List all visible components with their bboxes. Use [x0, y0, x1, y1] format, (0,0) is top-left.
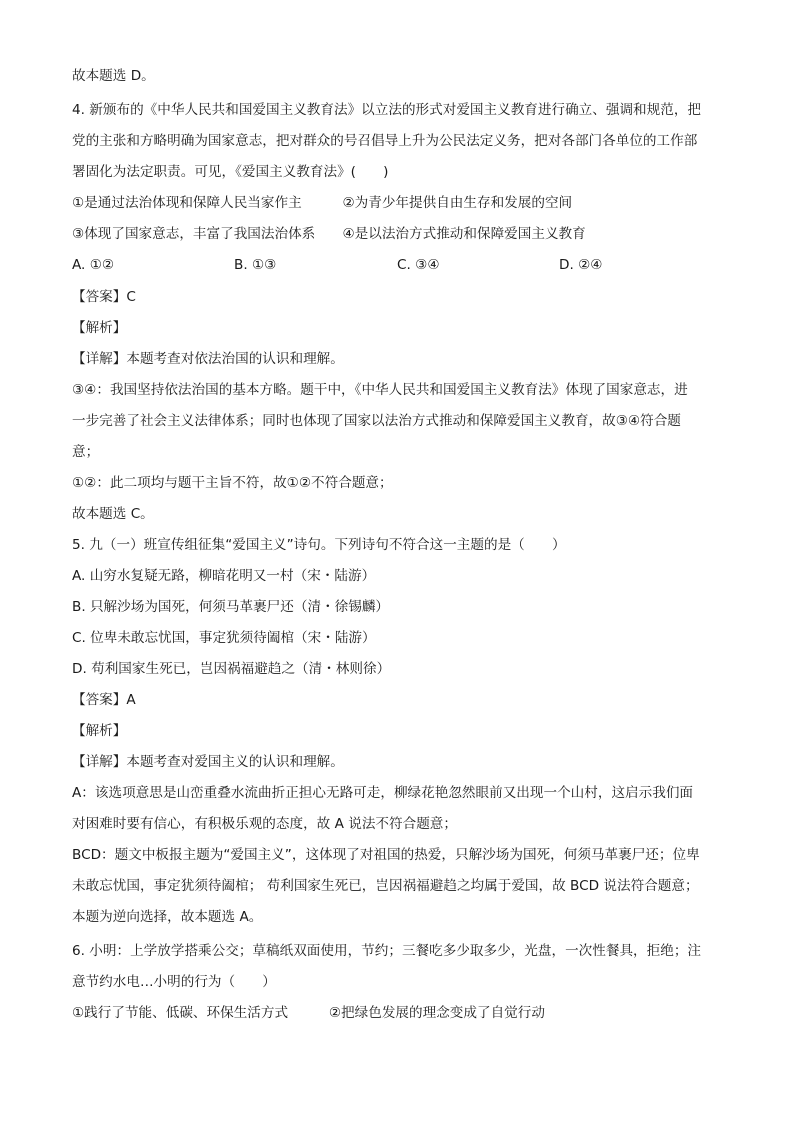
q6-stem-line-1: 6. 小明：上学放学搭乘公交；草稿纸双面使用，节约；三餐吃多少取多少，光盘，一次性餐具，拒绝；注: [72, 943, 702, 959]
q5-answer: 【答案】A: [72, 692, 136, 708]
q4-statements-1-2: ①是通过法治体现和保障人民当家作主 ②为青少年提供自由生存和发展的空间: [72, 195, 573, 211]
q6-stem-line-2: 意节约水电…小明的行为（ ）: [72, 974, 276, 990]
q4-stem-line-2: 党的主张和方略明确为国家意志，把对群众的号召倡导上升为公民法定义务，把对各部门各单位的工作部: [72, 133, 698, 149]
q4-analysis-heading: 【解析】: [72, 320, 127, 336]
q4-explanation-line-1: ③④：我国坚持依法治国的基本方略。题干中，《中华人民共和国爱国主义教育法》体现了国家意志，进: [72, 382, 688, 398]
q5-detail: 【详解】本题考查对爱国主义的认识和理解。: [72, 754, 344, 770]
q4-detail: 【详解】本题考查对依法治国的认识和理解。: [72, 351, 344, 367]
q4-stem-line-1: 4. 新颁布的《中华人民共和国爱国主义教育法》以立法的形式对爱国主义教育进行确立、强调和规范，把: [72, 102, 702, 118]
conclusion-q3: 故本题选 D。: [72, 68, 155, 84]
q5-explanation-line-3: BCD：题文中板报主题为“爱国主义”，这体现了对祖国的热爱，只解沙场为国死，何须马革裹尸还；位卑: [72, 847, 700, 863]
q5-option-d: D. 苟利国家生死已，岂因祸福避趋之（清・林则徐）: [72, 661, 391, 677]
q4-option-d: D. ②④: [559, 257, 603, 273]
q5-stem: 5. 九（一）班宣传组征集“爱国主义”诗句。下列诗句不符合这一主题的是（ ）: [72, 537, 566, 553]
q5-explanation-line-2: 对困难时要有信心，有积极乐观的态度，故 A 说法不符合题意；: [72, 816, 457, 832]
q4-conclusion: 故本题选 C。: [72, 506, 154, 522]
q6-statements-1-2: ①践行了节能、低碳、环保生活方式 ②把绿色发展的理念变成了自觉行动: [72, 1005, 545, 1021]
q4-explanation-line-4: ①②：此二项均与题干主旨不符，故①②不符合题意；: [72, 475, 393, 491]
q4-explanation-line-3: 意；: [72, 444, 100, 460]
q5-option-c: C. 位卑未敢忘忧国，事定犹须待阖棺（宋・陆游）: [72, 630, 376, 646]
q5-option-b: B. 只解沙场为国死，何须马革裹尸还（清・徐锡麟）: [72, 599, 390, 615]
q4-explanation-line-2: 一步完善了社会主义法律体系；同时也体现了国家以法治方式推动和保障爱国主义教育，故③④符合题: [72, 413, 681, 429]
q5-explanation-line-1: A：该选项意思是山峦重叠水流曲折正担心无路可走，柳绿花艳忽然眼前又出现一个山村，这启示我们面: [72, 785, 694, 801]
q4-answer: 【答案】C: [72, 289, 136, 305]
q4-option-a: A. ①②: [72, 257, 115, 273]
q5-conclusion: 本题为逆向选择，故本题选 A。: [72, 909, 263, 925]
q4-statements-3-4: ③体现了国家意志，丰富了我国法治体系 ④是以法治方式推动和保障爱国主义教育: [72, 226, 586, 242]
q5-option-a: A. 山穷水复疑无路，柳暗花明又一村（宋・陆游）: [72, 568, 376, 584]
q5-explanation-line-4: 未敢忘忧国，事定犹须待阖棺； 苟利国家生死已，岂因祸福避趋之均属于爱国，故 BCD 说法符合题意；: [72, 878, 699, 894]
q4-option-b: B. ①③: [234, 257, 277, 273]
q4-option-c: C. ③④: [397, 257, 440, 273]
q4-stem-line-3: 署固化为法定职责。可见，《爱国主义教育法》( ): [72, 164, 389, 180]
q5-analysis-heading: 【解析】: [72, 723, 127, 739]
